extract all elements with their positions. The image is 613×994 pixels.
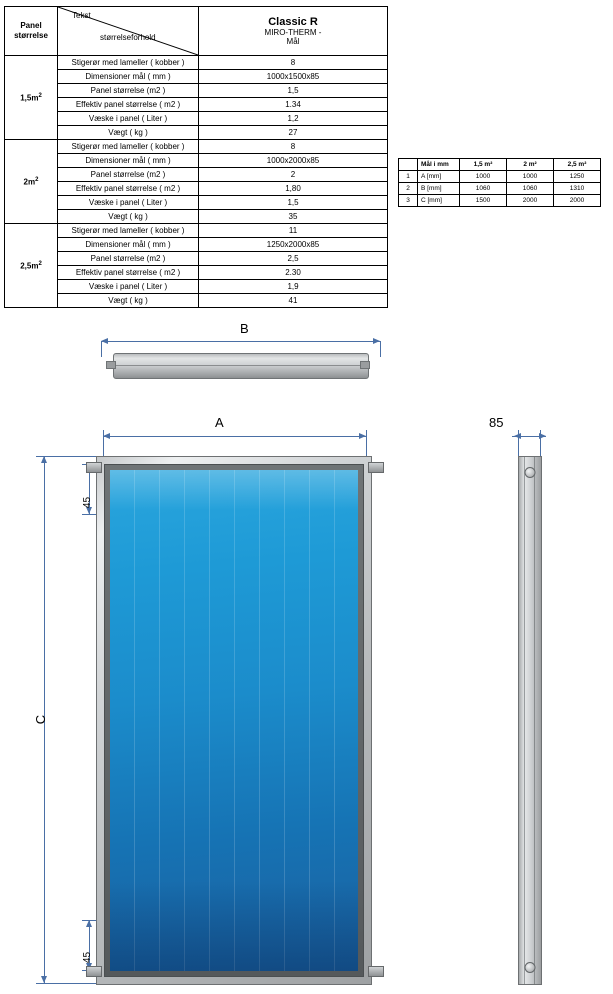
header-text-ratio [58,7,199,56]
row-label: Væske i panel ( Liter ) [58,280,199,294]
row-label: Stigerør med lameller ( kobber ) [58,224,199,238]
row-value: 11 [199,224,388,238]
table-row [5,182,388,196]
table-row [5,112,388,126]
arrow-right-a [359,433,366,439]
table-row [5,196,388,210]
connection-nozzle-top-right [368,462,384,473]
dimension-label-a: A [215,415,224,430]
table-row [5,210,388,224]
dim-header-index [399,159,418,171]
table-header-row [5,7,388,56]
row-label: Panel størrelse (m2 ) [58,84,199,98]
table-row: 2 B [mm] 1060 1060 1310 [399,183,601,195]
ext-line-85-left [518,430,519,458]
ext-line-85-right [540,430,541,458]
row-value: 8 [199,140,388,154]
row-label: Stigerør med lameller ( kobber ) [58,140,199,154]
table-row: 1 A [mm] 1000 1000 1250 [399,171,601,183]
row-value: 2.30 [199,266,388,280]
model-subtitle2: Mål [286,37,300,46]
row-value: 1,5 [199,196,388,210]
dimension-label-45-bottom: 45 [82,951,94,964]
dimension-table-header [399,159,601,171]
dimension-label-85: 85 [489,415,504,430]
connection-nozzle-bottom-right [368,966,384,977]
arrow-up-45-bottom [86,920,92,927]
row-value: 1,5 [199,84,388,98]
table-row [5,238,388,252]
row-value: 1,2 [199,112,388,126]
ext-line-a-right [366,430,367,458]
row-label: Panel størrelse (m2 ) [58,168,199,182]
side-view-connection-top [525,467,536,478]
dim-header-15: 1,5 m² [460,159,507,171]
solar-panel-front-view [96,456,372,985]
table-row [5,154,388,168]
dimension-line-b [101,341,380,342]
row-label: Dimensioner mål ( mm ) [58,70,199,84]
table-row: 3 C [mm] 1500 2000 2000 [399,195,601,207]
connection-nozzle-top-left [86,462,102,473]
ext-line-a-left [103,430,104,458]
top-view-stub-left [106,361,116,369]
row-value: 1000x2000x85 [199,154,388,168]
header-model [199,7,388,56]
table-row [5,224,388,238]
row-label: Panel størrelse (m2 ) [58,252,199,266]
side-view-connection-bottom [525,962,536,973]
ext-line-b-left [101,341,102,357]
top-view-centerline [114,365,368,366]
row-label: Stigerør med lameller ( kobber ) [58,56,199,70]
table-row [5,56,388,70]
connection-nozzle-bottom-left [86,966,102,977]
dimension-label-45-top: 45 [82,496,94,509]
arrow-left-b [101,338,108,344]
dimension-label-b: B [240,321,249,336]
panel-absorber-glass [110,470,358,971]
top-view-stub-right [360,361,370,369]
row-value: 1000x1500x85 [199,70,388,84]
header-ratio-label: størrelseforhold [100,33,156,42]
row-value: 8 [199,56,388,70]
group-label-2: $2m^2$ [5,140,58,224]
group-label-1: $1,5m^2$ [5,56,58,140]
table-row [5,70,388,84]
row-label: Vægt ( kg ) [58,126,199,140]
dimension-label-c: C [33,714,49,725]
panel-frame-inner [104,464,364,977]
row-label: Vægt ( kg ) [58,294,199,308]
table-row [5,140,388,154]
row-label: Effektiv panel størrelse ( m2 ) [58,98,199,112]
group-label-3: $2,5m^2$ [5,224,58,308]
table-row [5,168,388,182]
model-subtitle: MIRO-THERM - [264,28,322,37]
row-label: Væske i panel ( Liter ) [58,196,199,210]
dimension-table [398,158,601,207]
header-panel-size-label: Panel størrelse [14,21,48,40]
table-row [5,252,388,266]
row-value: 1,80 [199,182,388,196]
row-label: Effektiv panel størrelse ( m2 ) [58,182,199,196]
row-value: 2 [199,168,388,182]
specification-table [4,6,388,308]
table-row [5,98,388,112]
dim-header-name: Mål i mm [418,159,460,171]
top-view-manifold [113,353,369,379]
table-row [5,84,388,98]
row-label: Dimensioner mål ( mm ) [58,238,199,252]
model-title: Classic R [268,16,318,28]
row-value: 2,5 [199,252,388,266]
row-value: 41 [199,294,388,308]
ext-line-c-top [36,456,96,457]
row-label: Effektiv panel størrelse ( m2 ) [58,266,199,280]
row-label: Vægt ( kg ) [58,210,199,224]
row-value: 1.34 [199,98,388,112]
row-label: Væske i panel ( Liter ) [58,112,199,126]
table-row [5,294,388,308]
arrow-down-c [41,976,47,983]
row-value: 1250x2000x85 [199,238,388,252]
dim-header-2: 2 m² [507,159,554,171]
header-panel-size [5,7,58,56]
row-value: 35 [199,210,388,224]
ext-line-c-bottom [36,983,96,984]
dim-header-25: 2,5 m² [554,159,601,171]
table-row [5,280,388,294]
row-label: Dimensioner mål ( mm ) [58,154,199,168]
table-row [5,266,388,280]
row-value: 27 [199,126,388,140]
arrow-left-a [103,433,110,439]
arrow-right-b [373,338,380,344]
dimension-line-a [103,436,366,437]
arrow-up-c [41,456,47,463]
table-row [5,126,388,140]
solar-panel-side-view [518,456,542,985]
header-text-label: Tekst [72,11,91,20]
row-value: 1,9 [199,280,388,294]
ext-line-b-right [380,341,381,357]
